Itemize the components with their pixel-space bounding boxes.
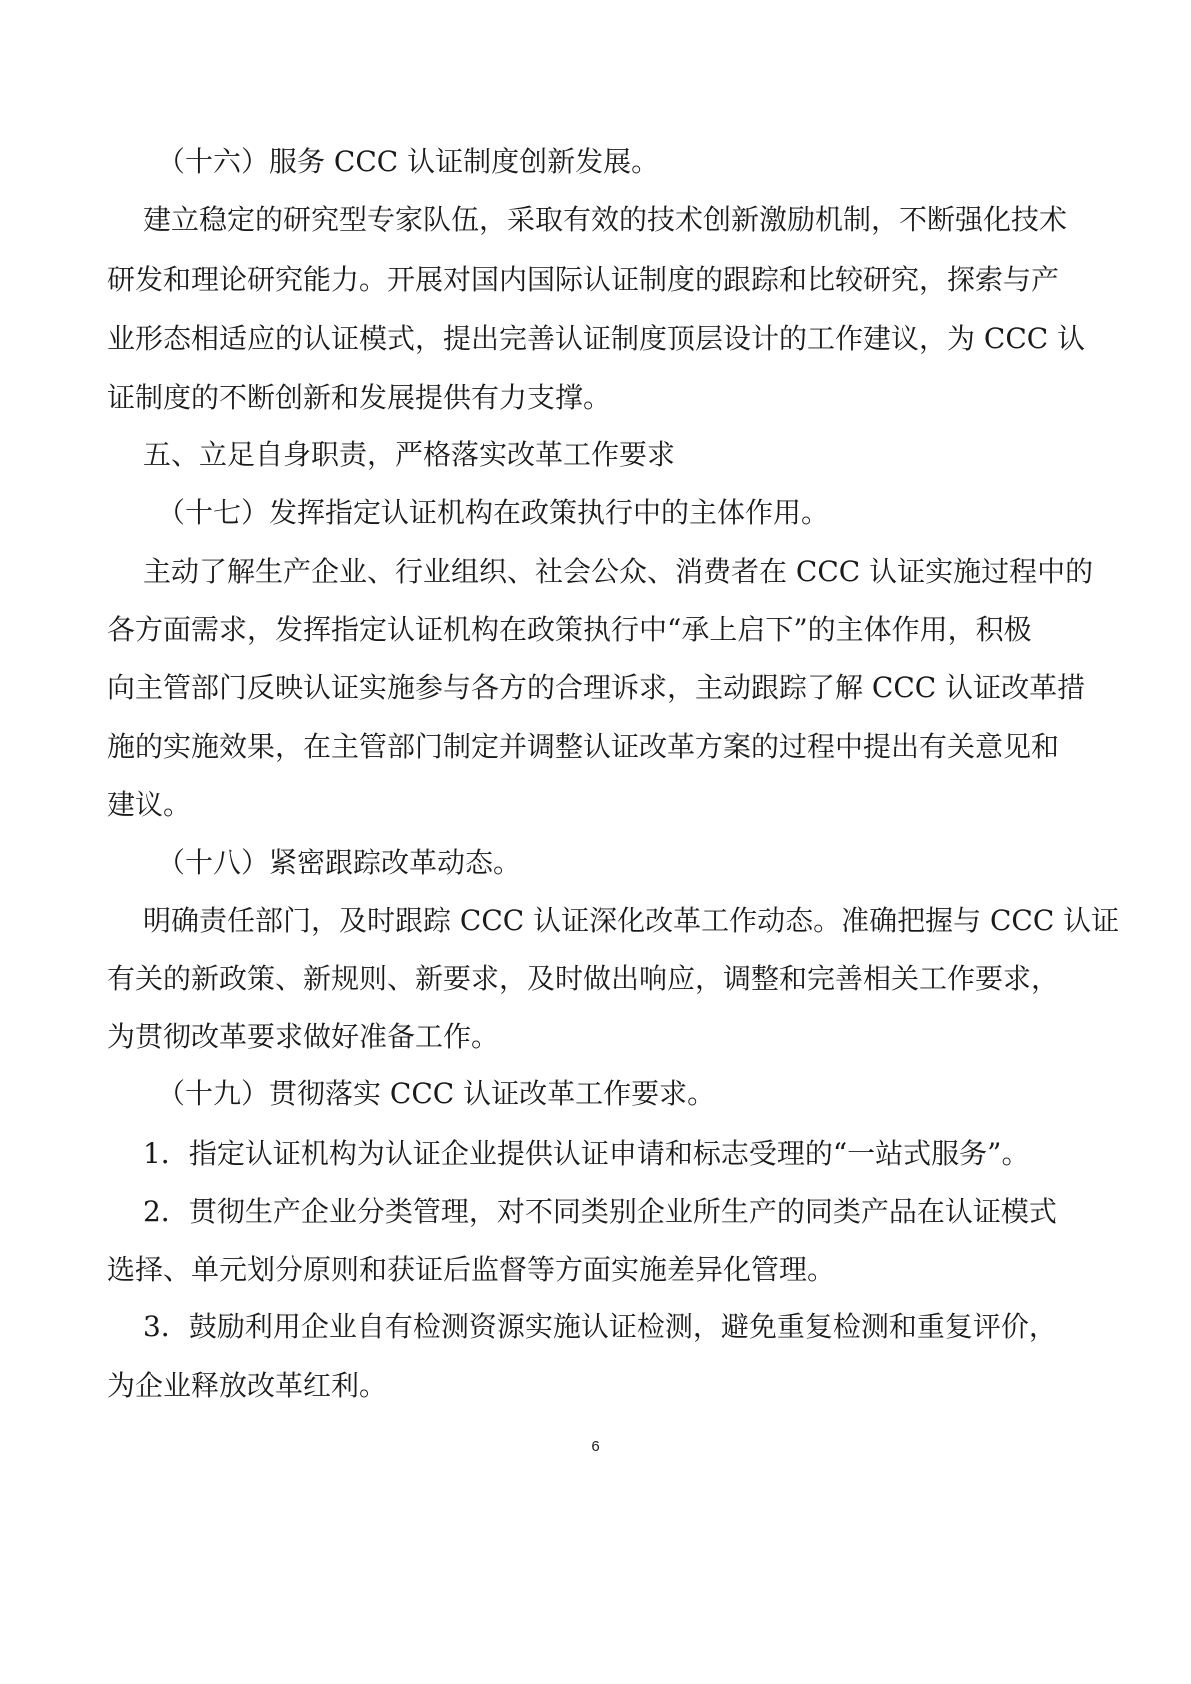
paragraph-line: 明确责任部门，及时跟踪 CCC 认证深化改革工作动态。准确把握与 CCC 认证 — [143, 904, 1120, 937]
list-item-2: 2．贯彻生产企业分类管理，对不同类别企业所生产的同类产品在认证模式 — [143, 1195, 1057, 1228]
paragraph-line: 证制度的不断创新和发展提供有力支撑。 — [107, 381, 612, 414]
subheading-19: （十九）贯彻落实 CCC 认证改革工作要求。 — [157, 1077, 716, 1110]
section-heading-5: 五、立足自身职责，严格落实改革工作要求 — [143, 438, 676, 471]
paragraph-line: 为贯彻改革要求做好准备工作。 — [107, 1020, 500, 1053]
paragraph-line: 施的实施效果，在主管部门制定并调整认证改革方案的过程中提出有关意见和 — [107, 730, 1060, 763]
page-number: 6 — [591, 1438, 600, 1455]
subheading-16: （十六）服务 CCC 认证制度创新发展。 — [157, 145, 660, 178]
paragraph-line: 向主管部门反映认证实施参与各方的合理诉求，主动跟踪了解 CCC 认证改革措 — [107, 671, 1086, 704]
subheading-18: （十八）紧密跟踪改革动态。 — [157, 846, 522, 879]
list-item-3-continued: 为企业释放改革红利。 — [107, 1369, 388, 1402]
list-item-2-continued: 选择、单元划分原则和获证后监督等方面实施差异化管理。 — [107, 1253, 836, 1286]
list-item-1: 1．指定认证机构为认证企业提供认证申请和标志受理的“一站式服务”。 — [143, 1137, 1030, 1170]
list-item-3: 3．鼓励利用企业自有检测资源实施认证检测，避免重复检测和重复评价， — [143, 1310, 1057, 1343]
paragraph-line: 建议。 — [107, 788, 192, 821]
paragraph-line: 建立稳定的研究型专家队伍，采取有效的技术创新激励机制，不断强化技术 — [143, 203, 1068, 236]
paragraph-line: 有关的新政策、新规则、新要求，及时做出响应，调整和完善相关工作要求， — [107, 962, 1060, 995]
paragraph-line: 各方面需求，发挥指定认证机构在政策执行中“承上启下”的主体作用，积极 — [107, 613, 1032, 646]
subheading-17: （十七）发挥指定认证机构在政策执行中的主体作用。 — [157, 496, 830, 529]
paragraph-line: 研发和理论研究能力。开展对国内国际认证制度的跟踪和比较研究，探索与产 — [107, 263, 1060, 296]
paragraph-line: 业形态相适应的认证模式，提出完善认证制度顶层设计的工作建议，为 CCC 认 — [107, 322, 1086, 355]
paragraph-line: 主动了解生产企业、行业组织、社会公众、消费者在 CCC 认证实施过程中的 — [143, 555, 1094, 588]
